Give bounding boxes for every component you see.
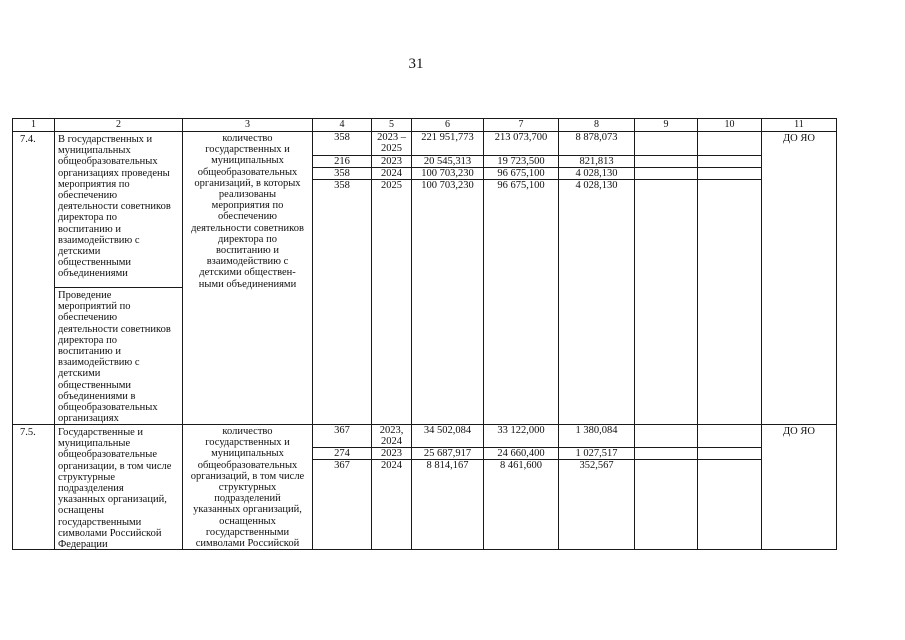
row-7-4-sub4-col4: 358 <box>313 180 372 425</box>
header-cell-9: 9 <box>635 119 698 132</box>
row-7-4-sub3-col6: 100 703,230 <box>412 168 484 180</box>
page-number: 31 <box>408 56 424 72</box>
row-7-5-sub3-col10 <box>698 460 762 550</box>
row-7-4-sub1-col10 <box>698 132 762 156</box>
row-7-5-sub2-col6: 25 687,917 <box>412 448 484 460</box>
row-7-4-sub3-col5: 2024 <box>372 168 412 180</box>
row-7-4-sub3-col9 <box>635 168 698 180</box>
header-cell-4: 4 <box>313 119 372 132</box>
row-7-5-col2-text: Государственные и муниципальные общеобразовательные организации, в том числе структурные подразделения указанных организаций, оснащены государственными символами Российской Федерации <box>55 425 183 550</box>
row-7-5-col11: ДО ЯО <box>762 425 837 550</box>
row-7-4-number: 7.4. <box>13 132 55 425</box>
row-7-4-sub4-col6: 100 703,230 <box>412 180 484 425</box>
row-7-4-sub2-col4: 216 <box>313 156 372 168</box>
row-7-4-sub4-col10 <box>698 180 762 425</box>
row-7-5-sub1-col4: 367 <box>313 425 372 448</box>
row-7-4-sub4-col7: 96 675,100 <box>484 180 559 425</box>
row-7-5-sub1-col10 <box>698 425 762 448</box>
row-7-4-sub3-col8: 4 028,130 <box>559 168 635 180</box>
row-7-4-sub1-col7: 213 073,700 <box>484 132 559 156</box>
data-table <box>12 118 837 550</box>
row-7-5-sub2-col7: 24 660,400 <box>484 448 559 460</box>
row-7-5-sub2-col5: 2023 <box>372 448 412 460</box>
row-7-4-col11: ДО ЯО <box>762 132 837 425</box>
header-cell-8: 8 <box>559 119 635 132</box>
row-7-5-sub3-col9 <box>635 460 698 550</box>
row-7-4-sub2-col6: 20 545,313 <box>412 156 484 168</box>
row-7-4-sub1-col9 <box>635 132 698 156</box>
row-7-5-sub3-col5: 2024 <box>372 460 412 550</box>
row-7-4-sub2-col9 <box>635 156 698 168</box>
row-7-4-sub2-col7: 19 723,500 <box>484 156 559 168</box>
row-7-5-sub3-col6: 8 814,167 <box>412 460 484 550</box>
row-7-4-col2-bottom-text: Проведение мероприятий по обеспечению деятельности советников директора по воспитанию и взаимодействию с детскими общественными объединениями в общеобразовательных организациях <box>55 288 183 425</box>
row-7-5-sub1-col6: 34 502,084 <box>412 425 484 448</box>
row-7-4-sub3-col4: 358 <box>313 168 372 180</box>
header-cell-6: 6 <box>412 119 484 132</box>
header-cell-5: 5 <box>372 119 412 132</box>
row-7-4-sub1-col5: 2023 – 2025 <box>372 132 412 156</box>
row-7-5-sub2-col8: 1 027,517 <box>559 448 635 460</box>
row-7-5-sub2-col4: 274 <box>313 448 372 460</box>
row-7-4-sub2-col5: 2023 <box>372 156 412 168</box>
row-7-4-sub3-col10 <box>698 168 762 180</box>
row-7-5-sub1-col9 <box>635 425 698 448</box>
row-7-4-sub3-col7: 96 675,100 <box>484 168 559 180</box>
row-7-5-sub2-col10 <box>698 448 762 460</box>
header-cell-3: 3 <box>183 119 313 132</box>
row-7-5-sub1-col5: 2023, 2024 <box>372 425 412 448</box>
row-7-5-sub3-col8: 352,567 <box>559 460 635 550</box>
row-7-4-sub4-col9 <box>635 180 698 425</box>
row-7-5-sub3-col7: 8 461,600 <box>484 460 559 550</box>
row-7-4-sub1-col8: 8 878,073 <box>559 132 635 156</box>
row-7-4-sub2-col10 <box>698 156 762 168</box>
header-cell-10: 10 <box>698 119 762 132</box>
row-7-4-sub1-col4: 358 <box>313 132 372 156</box>
header-cell-7: 7 <box>484 119 559 132</box>
header-cell-2: 2 <box>55 119 183 132</box>
header-cell-11: 11 <box>762 119 837 132</box>
header-cell-1: 1 <box>13 119 55 132</box>
row-7-5-sub2-col9 <box>635 448 698 460</box>
row-7-4-sub4-col8: 4 028,130 <box>559 180 635 425</box>
row-7-5-sub1-col8: 1 380,084 <box>559 425 635 448</box>
row-7-5-number: 7.5. <box>13 425 55 550</box>
row-7-5-col3-text: количество государственных и муниципальных общеобразовательных организаций, в том числе структурных подразделений указанных организаций, оснащенных государственными символами Российской <box>183 425 313 550</box>
row-7-4-sub4-col5: 2025 <box>372 180 412 425</box>
row-7-5-sub3-col4: 367 <box>313 460 372 550</box>
row-7-4-col2-top-text: В государственных и муниципальных общеобразовательных организациях проведены мероприятия по обеспечению деятельности советников директора по воспитанию и взаимодействию с детскими общественными объединениями <box>55 132 183 288</box>
row-7-4-sub1-col6: 221 951,773 <box>412 132 484 156</box>
row-7-5-sub1-col7: 33 122,000 <box>484 425 559 448</box>
row-7-4-col3-text: количество государственных и муниципальных общеобразовательных организаций, в которых реализованы мероприятия по обеспечению деятельности советников директора по воспитанию и взаимодействию с детскими обществен- ными объединениями <box>183 132 313 425</box>
row-7-4-sub2-col8: 821,813 <box>559 156 635 168</box>
